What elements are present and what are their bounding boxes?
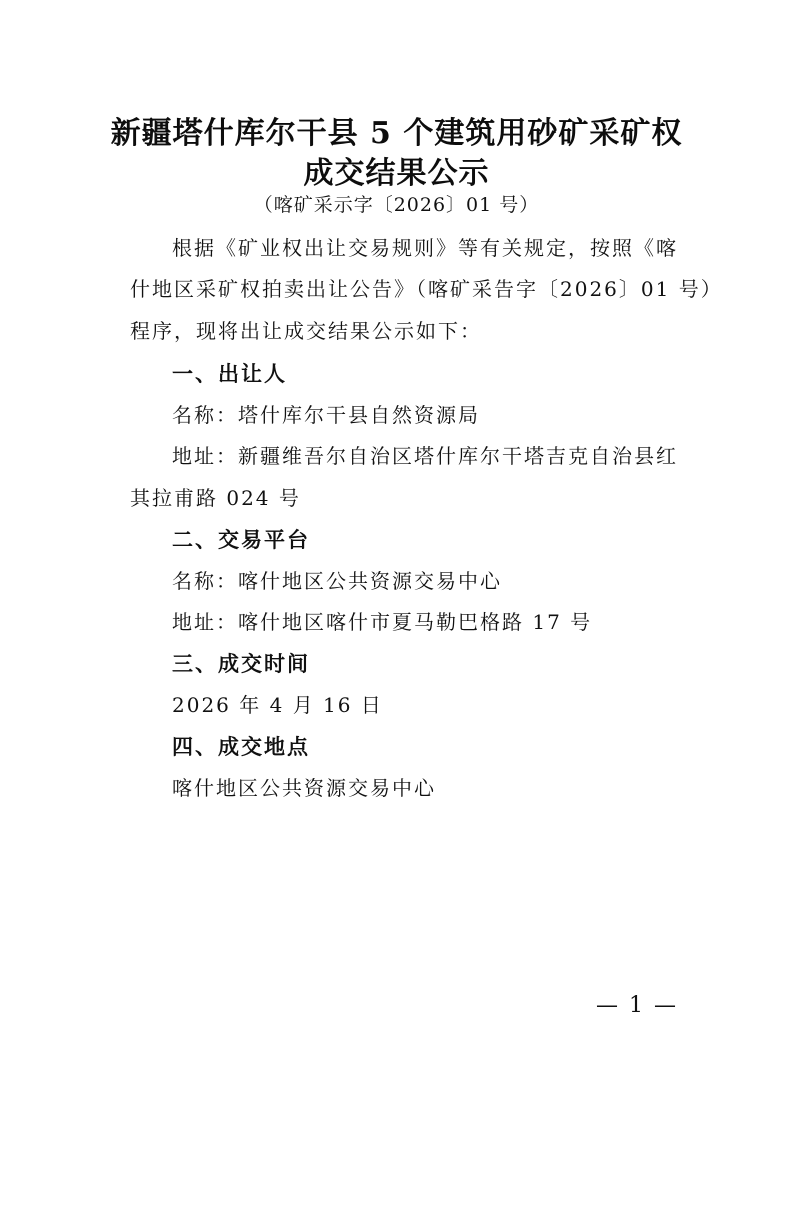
transaction-place: 喀什地区公共资源交易中心 [172, 776, 436, 800]
document-title-line-1: 新疆塔什库尔干县 5 个建筑用砂矿采矿权 [110, 116, 683, 151]
platform-name: 名称：喀什地区公共资源交易中心 [172, 569, 502, 593]
section-heading-time: 三、成交时间 [172, 651, 310, 676]
section-heading-platform: 二、交易平台 [172, 527, 310, 552]
document-title-line-2: 成交结果公示 [303, 156, 490, 191]
grantor-name: 名称：塔什库尔干县自然资源局 [172, 403, 480, 427]
document-number: （喀矿采示字〔2026〕01 号） [253, 194, 540, 216]
section-heading-place: 四、成交地点 [172, 734, 310, 759]
intro-line-3: 程序，现将出让成交结果公示如下： [130, 319, 482, 343]
platform-address: 地址：喀什地区喀什市夏马勒巴格路 17 号 [172, 610, 593, 634]
transaction-date: 2026 年 4 月 16 日 [172, 693, 383, 717]
grantor-address-line-1: 地址：新疆维吾尔自治区塔什库尔干塔吉克自治县红 [172, 444, 678, 468]
intro-line-2: 什地区采矿权拍卖出让公告》（喀矿采告字〔2026〕01 号） [130, 277, 723, 301]
intro-line-1: 根据《矿业权出让交易规则》等有关规定，按照《喀 [172, 236, 678, 260]
grantor-address-line-2: 其拉甫路 024 号 [130, 486, 301, 510]
section-heading-grantor: 一、出让人 [172, 361, 287, 386]
page-number: — 1 — [596, 993, 678, 1018]
